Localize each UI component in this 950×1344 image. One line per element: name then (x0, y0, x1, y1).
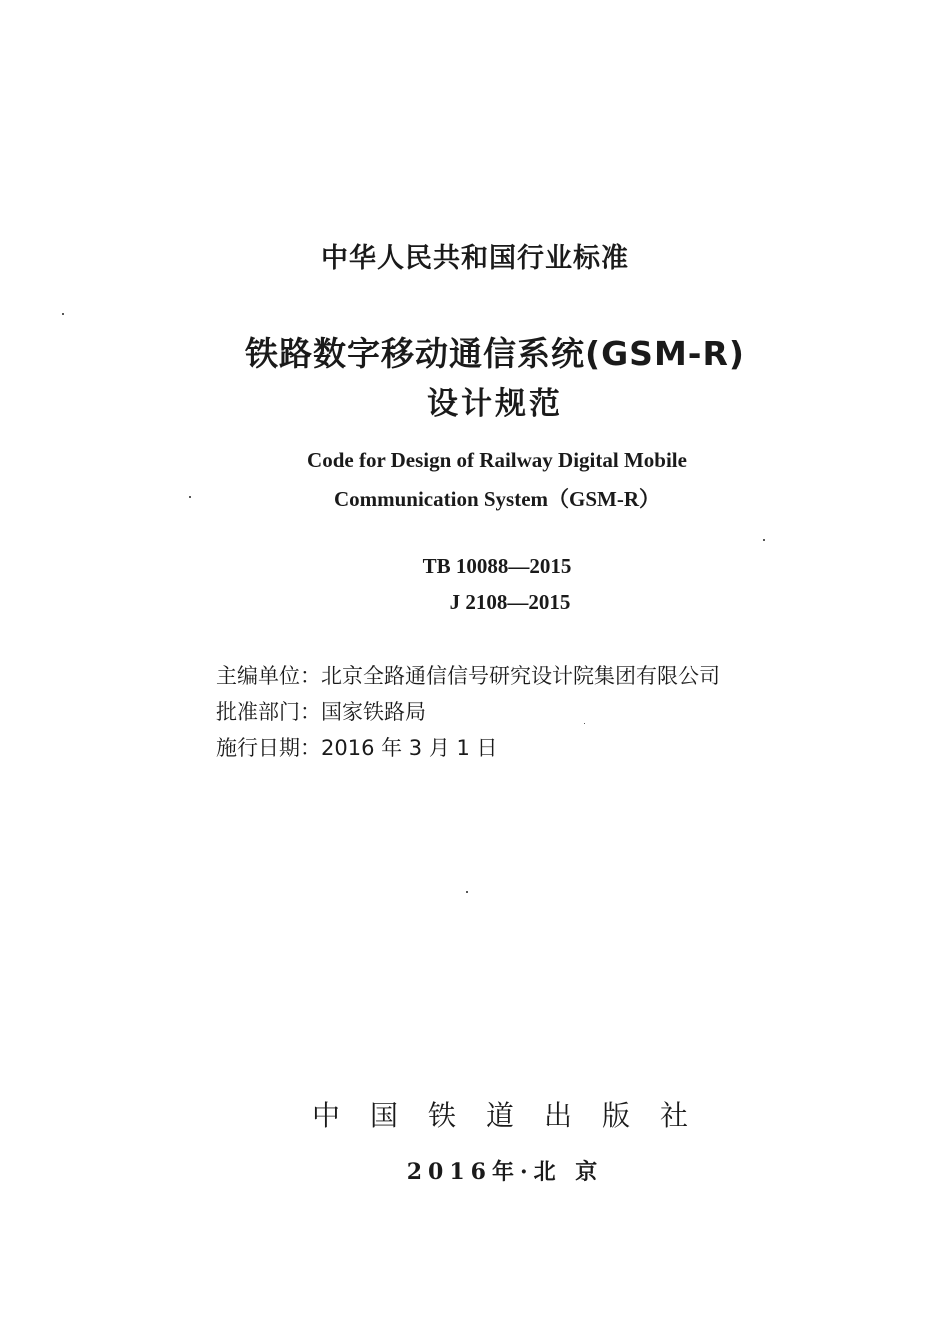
info-effective-date (216, 732, 498, 762)
scan-speck (466, 891, 468, 893)
info-chief-editor (216, 660, 720, 690)
info-label: 批准部门： (216, 700, 321, 724)
title-cn-line2: 设计规范 (427, 386, 563, 422)
info-label: 主编单位： (216, 664, 321, 688)
info-value: 北京全路通信信号研究设计院集团有限公司 (321, 664, 720, 688)
publisher-name: 中国铁道出版社 (311, 1099, 718, 1132)
info-label: 施行日期： (216, 736, 321, 760)
record-number: J 2108—2015 (449, 590, 571, 614)
title-en-line2: Communication System（GSM-R） (333, 487, 661, 511)
scan-speck (763, 539, 765, 541)
scan-speck (189, 496, 191, 498)
standard-category: 中华人民共和国行业标准 (321, 243, 629, 274)
standard-number: TB 10088—2015 (422, 554, 572, 578)
title-cn-line1: 铁路数字移动通信系统(GSM-R) (245, 334, 745, 373)
publication-date-place: 2016年·北 京 (406, 1159, 604, 1185)
info-value: 国家铁路局 (321, 700, 426, 724)
scan-speck (584, 723, 585, 724)
info-value: 2016 年 3 月 1 日 (321, 736, 498, 760)
info-approval-dept (216, 696, 426, 726)
scan-speck (62, 313, 64, 315)
title-en-line1: Code for Design of Railway Digital Mobile (307, 448, 687, 472)
